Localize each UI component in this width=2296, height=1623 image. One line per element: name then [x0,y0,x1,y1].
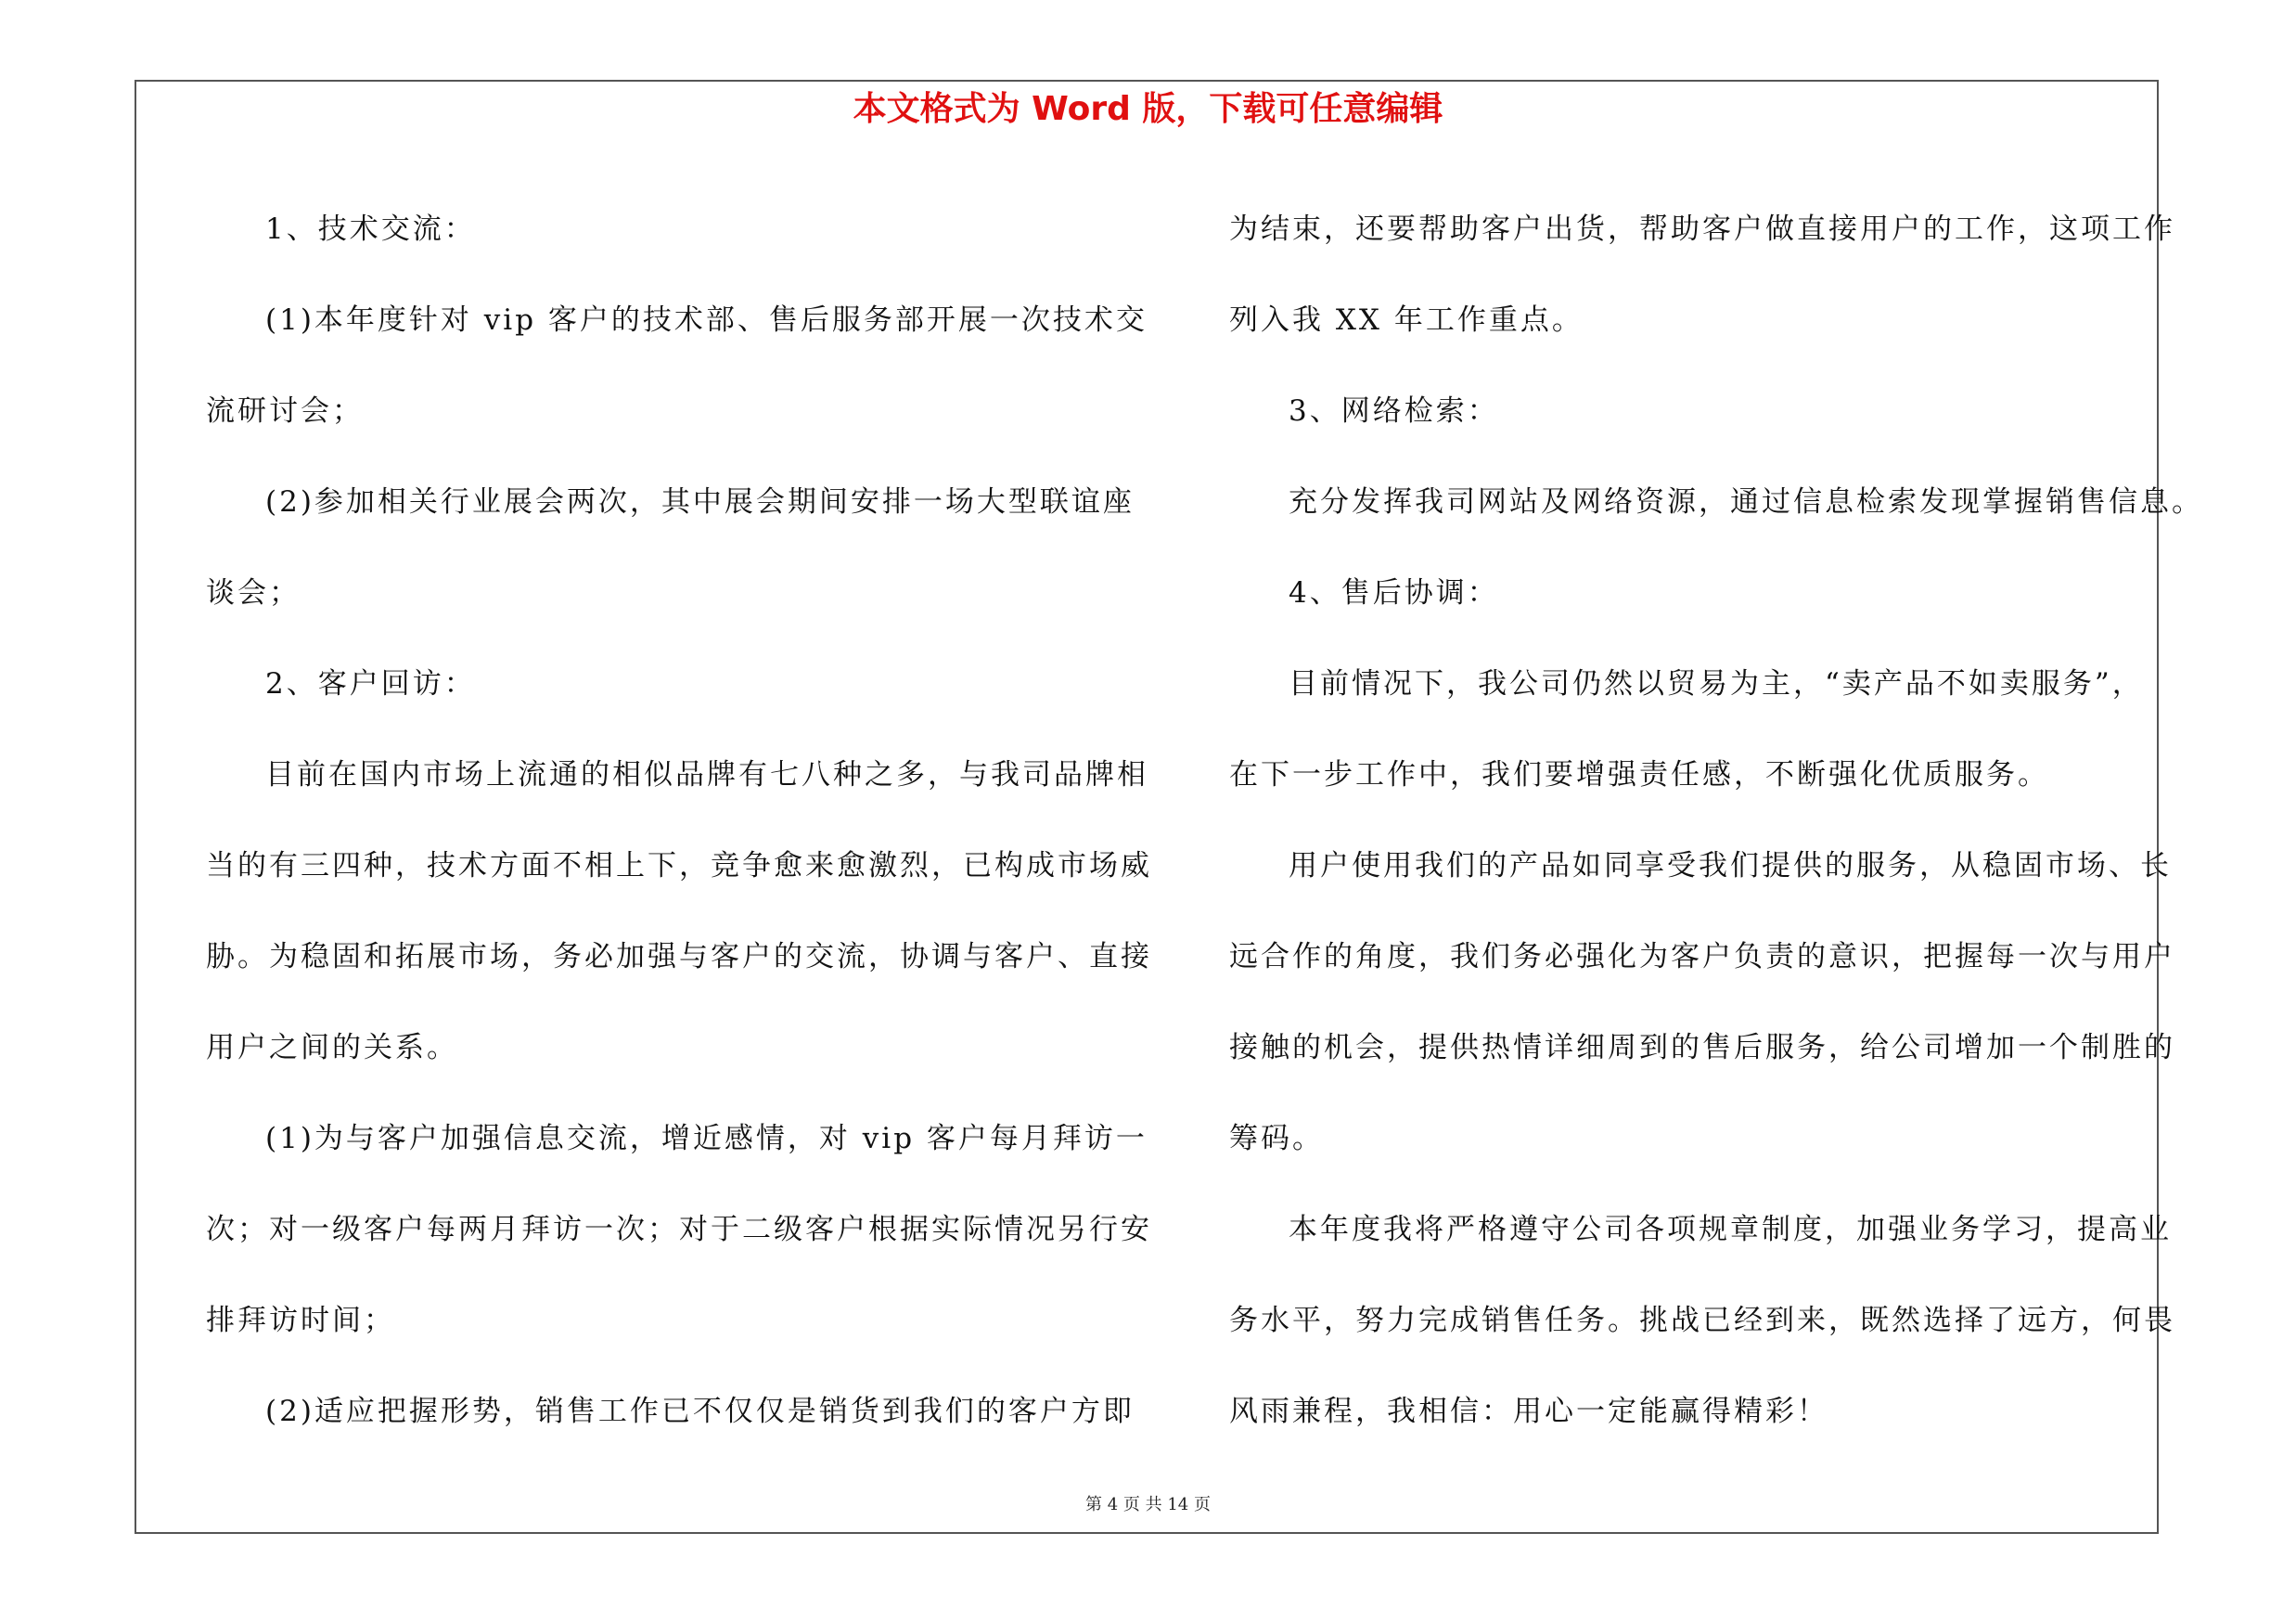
text-line: 用户之间的关系。 [206,1031,458,1064]
text-line: 胁。为稳固和拓展市场，务必加强与客户的交流，协调与客户、直接 [206,940,1152,973]
text-line: 列入我 XX 年工作重点。 [1229,303,1584,337]
text-line: 谈会； [206,576,301,610]
right-text-column [1229,184,2203,1457]
text-line: 1、技术交流： [265,213,476,246]
text-line: (1)本年度针对 vip 客户的技术部、售后服务部开展一次技术交 [265,303,1148,337]
text-line: 本年度我将严格遵守公司各项规章制度，加强业务学习，提高业 [1289,1213,2172,1246]
text-line: (1)为与客户加强信息交流，增近感情，对 vip 客户每月拜访一 [265,1122,1148,1155]
left-text-column [206,184,1152,1457]
text-line: 务水平，努力完成销售任务。挑战已经到来，既然选择了远方，何畏 [1229,1304,2175,1337]
page-number-footer: 第 4 页 共 14 页 [1085,1495,1211,1514]
format-banner: 本文格式为 Word 版，下载可任意编辑 [853,90,1443,128]
text-line: 为结束，还要帮助客户出货，帮助客户做直接用户的工作，这项工作 [1229,213,2175,246]
text-line: 充分发挥我司网站及网络资源，通过信息检索发现掌握销售信息。 [1289,485,2203,519]
text-line: (2)适应把握形势，销售工作已不仅仅是销货到我们的客户方即 [265,1395,1135,1428]
text-line: 筹码。 [1229,1122,1324,1155]
text-line: 流研讨会； [206,394,364,428]
text-line: 风雨兼程，我相信：用心一定能赢得精彩！ [1229,1395,1828,1428]
text-line: 远合作的角度，我们务必强化为客户负责的意识，把握每一次与用户 [1229,940,2175,973]
text-line: 2、客户回访： [265,667,476,701]
text-line: 在下一步工作中，我们要增强责任感，不断强化优质服务。 [1229,758,2049,792]
text-line: 排拜访时间； [206,1304,395,1337]
text-line: (2)参加相关行业展会两次，其中展会期间安排一场大型联谊座 [265,485,1135,519]
text-line: 次；对一级客户每两月拜访一次；对于二级客户根据实际情况另行安 [206,1213,1152,1246]
text-line: 4、售后协调： [1289,576,1499,610]
text-line: 目前情况下，我公司仍然以贸易为主，“卖产品不如卖服务”， [1289,667,2144,701]
text-line: 3、网络检索： [1289,394,1499,428]
text-line: 当的有三四种，技术方面不相上下，竞争愈来愈激烈，已构成市场威 [206,849,1152,882]
text-line: 目前在国内市场上流通的相似品牌有七八种之多，与我司品牌相 [265,758,1148,792]
text-line: 接触的机会，提供热情详细周到的售后服务，给公司增加一个制胜的 [1229,1031,2175,1064]
text-line: 用户使用我们的产品如同享受我们提供的服务，从稳固市场、长 [1289,849,2172,882]
